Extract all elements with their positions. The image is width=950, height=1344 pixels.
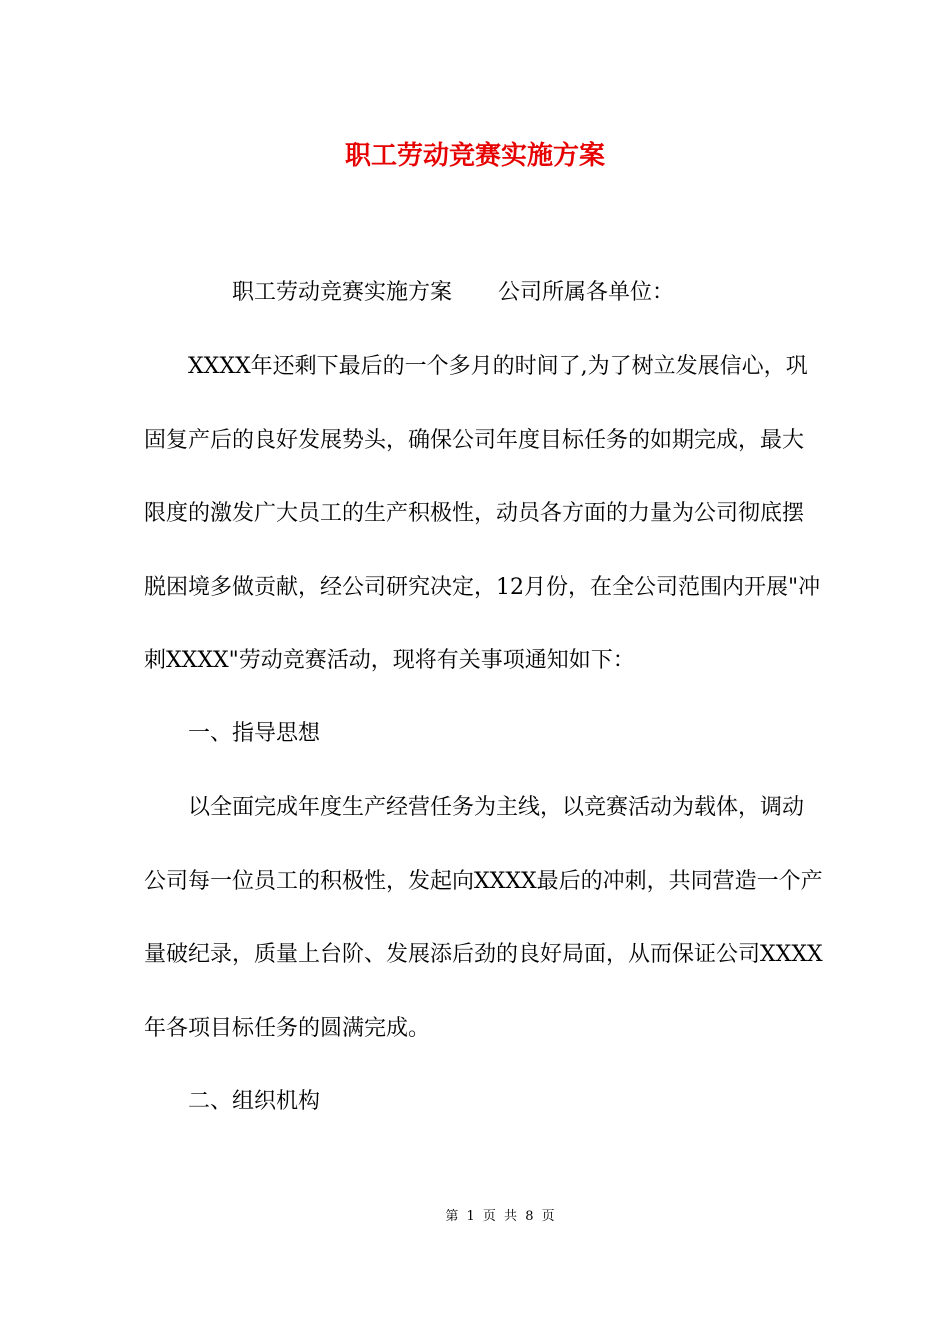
salutation-title: 职工劳动竞赛实施方案 (232, 280, 453, 305)
page-number-footer: 第 1 页 共 8 页 (445, 1209, 555, 1224)
document-title: 职工劳动竞赛实施方案 (344, 141, 605, 171)
salutation-recipient: 公司所属各单位： (498, 280, 675, 305)
salutation-line (144, 256, 912, 330)
intro-paragraph: XXXX年还剩下最后的一个多月的时间了,为了树立发展信心，巩固复产后的良好发展势头，确保公司年度目标任务的如期完成，最大限度的激发广大员工的生产积极性，动员各方面的力量为公司彻底摆脱困境多做贡献，经公司研究决定，12月份，在全公司范围内开展"冲刺XXXX"劳动竞赛活动，现将有关事项通知如下： (144, 354, 821, 673)
guiding-ideology-paragraph: 以全面完成年度生产经营任务为主线，以竞赛活动为载体，调动公司每一位员工的积极性，发起向XXXX最后的冲刺，共同营造一个产量破纪录，质量上台阶、发展添后劲的良好局面，从而保证公司XXXX年各项目标任务的圆满完成。 (144, 795, 823, 1041)
section-heading-guiding-ideology: 一、指导思想 (188, 721, 321, 746)
section-heading-organization: 二、组织机构 (188, 1089, 321, 1114)
